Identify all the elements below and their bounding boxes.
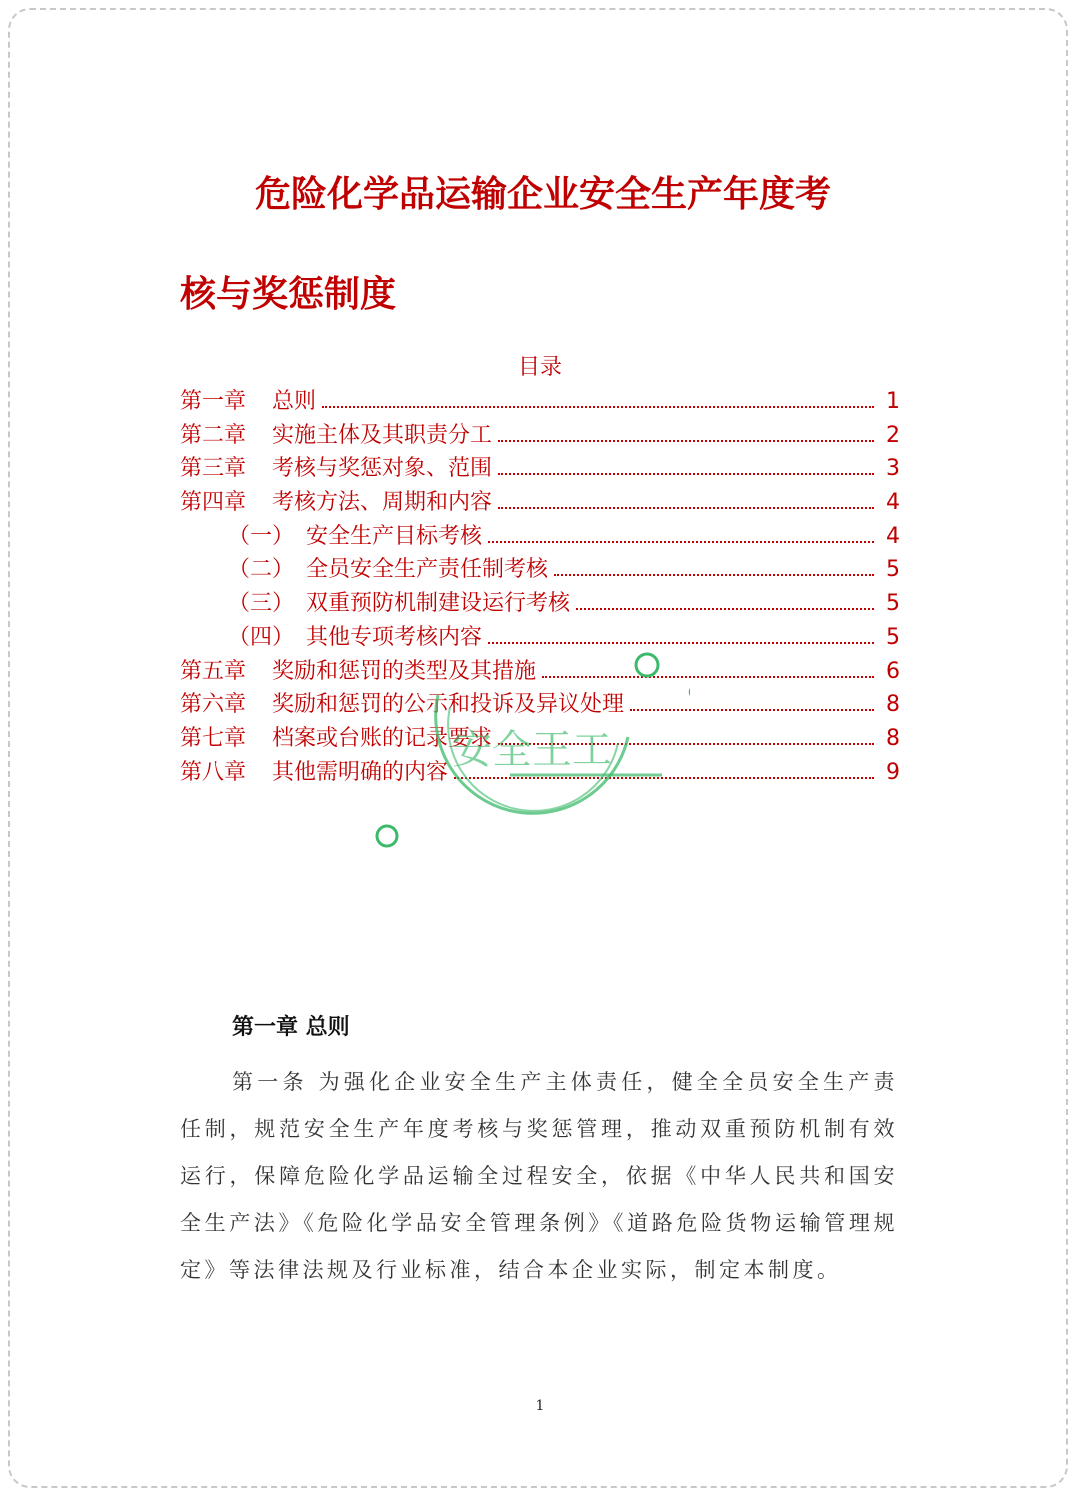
toc-entry-title: 总则	[272, 389, 317, 414]
toc-entry-number: 第七章	[180, 725, 247, 751]
toc-entry-page: 2	[886, 422, 900, 448]
toc-entry-number: 第五章	[180, 658, 247, 684]
toc-entry-title: 全员安全生产责任制考核	[306, 557, 549, 583]
toc-entry-number: （三）	[228, 591, 295, 617]
toc-entry[interactable]	[180, 485, 900, 519]
toc-entry-title: 档案或台账的记录要求	[272, 725, 493, 751]
toc-entry[interactable]	[180, 418, 900, 452]
toc-entry-page: 5	[886, 591, 900, 617]
toc-entry[interactable]	[180, 451, 900, 485]
toc-entry-page: 5	[886, 557, 900, 583]
toc-entry-number: （二）	[228, 557, 295, 583]
toc-dot-leader	[498, 507, 874, 509]
toc-entry-page: 8	[886, 725, 900, 751]
toc-dot-leader	[576, 608, 874, 610]
toc-entry-number: （一）	[228, 523, 295, 549]
toc-entry-title: 安全生产目标考核	[306, 523, 483, 549]
toc-entry-title: 双重预防机制建设运行考核	[306, 591, 571, 617]
toc-entry-number: 第二章	[180, 422, 247, 448]
toc-entry-title: 奖励和惩罚的公示和投诉及异议处理	[272, 692, 625, 718]
toc-entry-title: 考核与奖惩对象、范围	[272, 456, 493, 482]
toc-entry-number: 第八章	[180, 759, 247, 785]
toc-entry[interactable]	[180, 519, 900, 553]
toc-entry-page: 8	[886, 692, 900, 718]
toc-entry[interactable]	[180, 586, 900, 620]
toc-entry-title: 其他需明确的内容	[272, 759, 449, 785]
toc-entry-page: 9	[886, 759, 900, 785]
toc-heading: 目录	[517, 355, 562, 380]
toc-entry-page: 4	[886, 490, 900, 516]
watermark-text: 安全王工	[452, 727, 612, 773]
chapter-1-section	[180, 1010, 898, 1294]
toc-entry-number: 第一章	[180, 389, 247, 414]
toc-entry-title: 其他专项考核内容	[306, 624, 483, 650]
watermark-circle-bottom	[377, 826, 397, 846]
toc-entry[interactable]	[180, 552, 900, 586]
toc-entry-number: 第六章	[180, 692, 247, 718]
watermark-logo	[370, 645, 690, 855]
toc-entry[interactable]	[180, 384, 900, 418]
page-number: 1	[535, 1398, 545, 1414]
toc-entry-page: 4	[886, 523, 900, 549]
toc-entry-page: 1	[886, 389, 900, 414]
toc-entry-number: 第三章	[180, 456, 247, 482]
toc-dot-leader	[488, 541, 874, 543]
toc-dot-leader	[488, 642, 874, 644]
toc-entry-title: 实施主体及其职责分工	[272, 422, 493, 448]
document-title-line-1: 危险化学品运输企业安全生产年度考	[255, 174, 832, 215]
toc-entry-title: 考核方法、周期和内容	[272, 490, 493, 516]
toc-dot-leader	[498, 473, 874, 475]
document-title-line-2: 核与奖惩制度	[180, 274, 397, 315]
chapter-heading: 第一章 总则	[232, 1015, 350, 1040]
watermark-circle-small	[636, 654, 658, 676]
toc-entry-page: 5	[886, 624, 900, 650]
toc-dot-leader	[498, 440, 874, 442]
toc-entry-page: 3	[886, 456, 900, 482]
toc-entry-number: （四）	[228, 624, 295, 650]
toc-entry-number: 第四章	[180, 490, 247, 516]
toc-dot-leader	[554, 574, 874, 576]
toc-entry-page: 6	[886, 658, 900, 684]
article-1-paragraph: 第一条 为强化企业安全生产主体责任，健全全员安全生产责任制，规范安全生产年度考核与奖惩管理，推动双重预防机制有效运行，保障危险化学品运输全过程安全，依据《中华人民共和国安全生产法》《危险化学品安全管理条例》《道路危险货物运输管理规定》等法律法规及行业标准，结合本企业实际，制定本制度。	[180, 1070, 898, 1282]
toc-dot-leader	[322, 406, 874, 408]
toc-entry-title: 奖励和惩罚的类型及其措施	[272, 658, 537, 684]
